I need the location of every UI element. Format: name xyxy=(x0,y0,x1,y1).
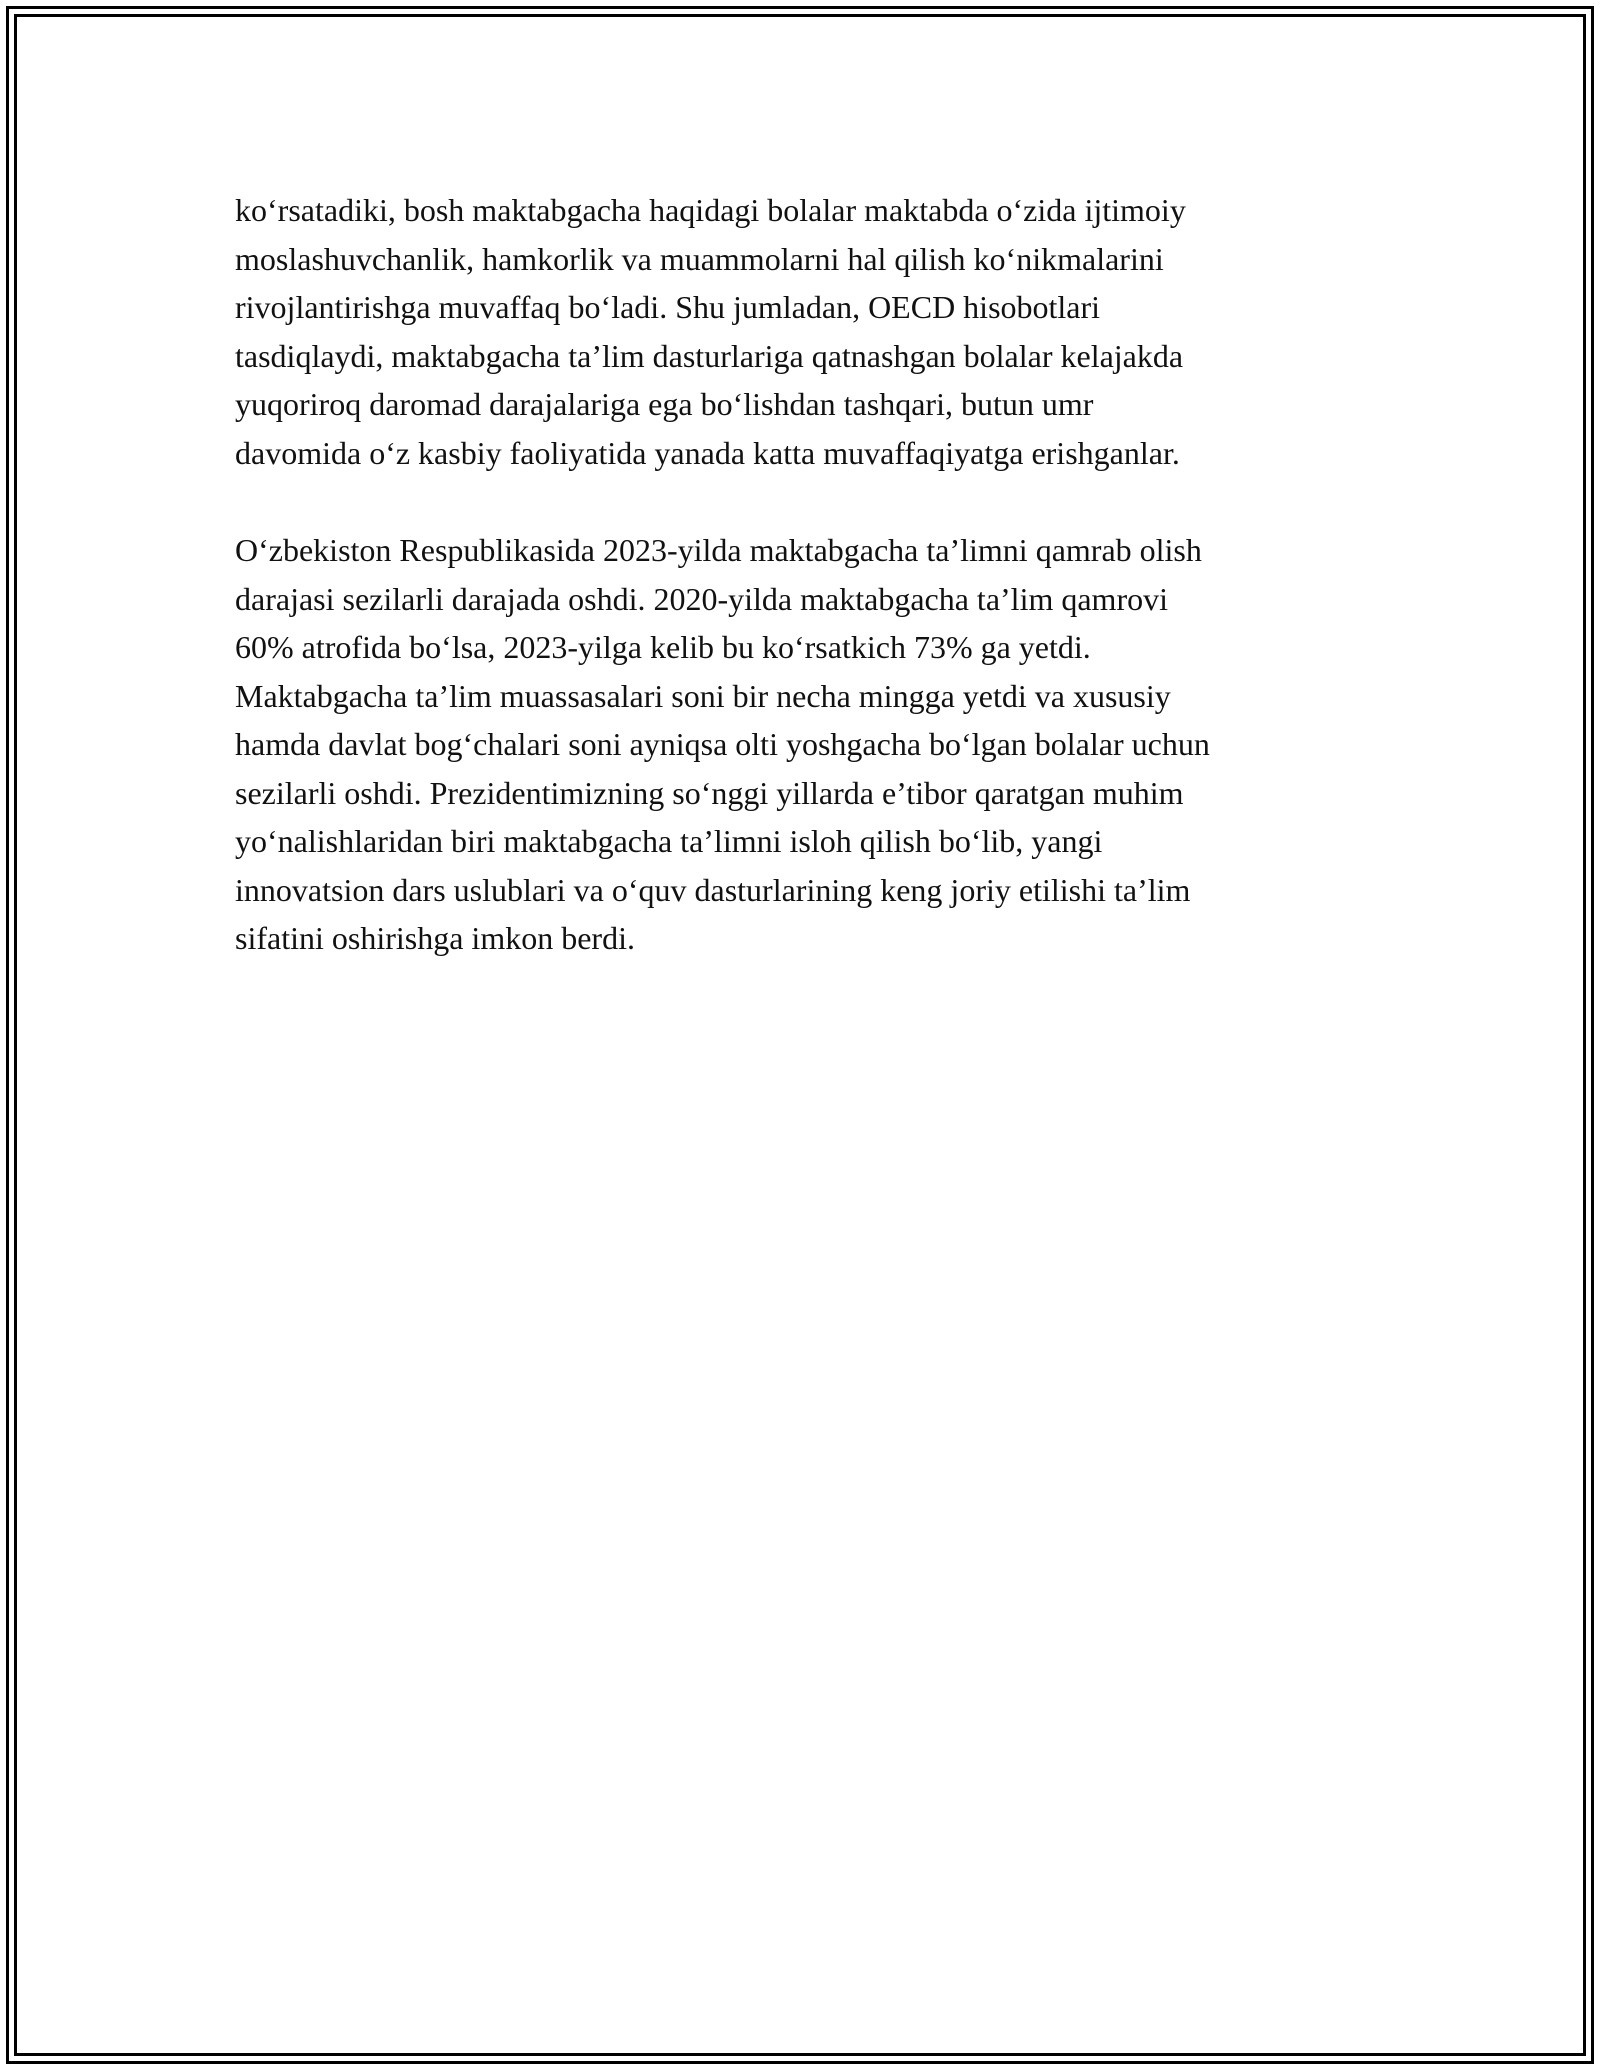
text-line: darajasi sezilarli darajada oshdi. 2020-yilda maktabgacha ta’lim qamrovi xyxy=(235,580,1168,617)
text-line: innovatsion dars uslublari va o‘quv dasturlarining keng joriy etilishi ta’lim xyxy=(235,871,1191,908)
text-line: hamda davlat bog‘chalari soni ayniqsa olti yoshgacha bo‘lgan bolalar uchun xyxy=(235,726,1210,762)
text-line: rivojlantirishga muvaffaq bo‘ladi. Shu jumladan, OECD hisobotlari xyxy=(235,289,1101,325)
text-line: ko‘rsatadiki, bosh maktabgacha haqidagi bolalar maktabda o‘zida ijtimoiy xyxy=(235,192,1186,228)
text-line: Maktabgacha ta’lim muassasalari soni bir necha mingga yetdi va xususiy xyxy=(235,677,1171,714)
text-line: yo‘nalishlaridan biri maktabgacha ta’limni isloh qilish bo‘lib, yangi xyxy=(235,823,1103,859)
text-line: moslashuvchanlik, hamkorlik va muammolarni hal qilish ko‘nikmalarini xyxy=(235,240,1164,277)
paragraph-2 xyxy=(235,526,1360,963)
text-line: sezilarli oshdi. Prezidentimizning so‘nggi yillarda e’tibor qaratgan muhim xyxy=(235,774,1184,811)
text-line: tasdiqlaydi, maktabgacha ta’lim dasturlariga qatnashgan bolalar kelajakda xyxy=(235,337,1184,374)
text-line: O‘zbekiston Respublikasida 2023-yilda maktabgacha ta’limni qamrab olish xyxy=(235,532,1202,568)
paragraph-1 xyxy=(235,186,1360,477)
document-body xyxy=(235,186,1360,963)
text-line: davomida o‘z kasbiy faoliyatida yanada katta muvaffaqiyatga erishganlar. xyxy=(235,434,1180,471)
text-line: yuqoriroq daromad darajalariga ega bo‘lishdan tashqari, butun umr xyxy=(235,386,1094,422)
text-line: 60% atrofida bo‘lsa, 2023-yilga kelib bu ko‘rsatkich 73% ga yetdi. xyxy=(235,629,1091,665)
text-line: sifatini oshirishga imkon berdi. xyxy=(235,920,635,956)
